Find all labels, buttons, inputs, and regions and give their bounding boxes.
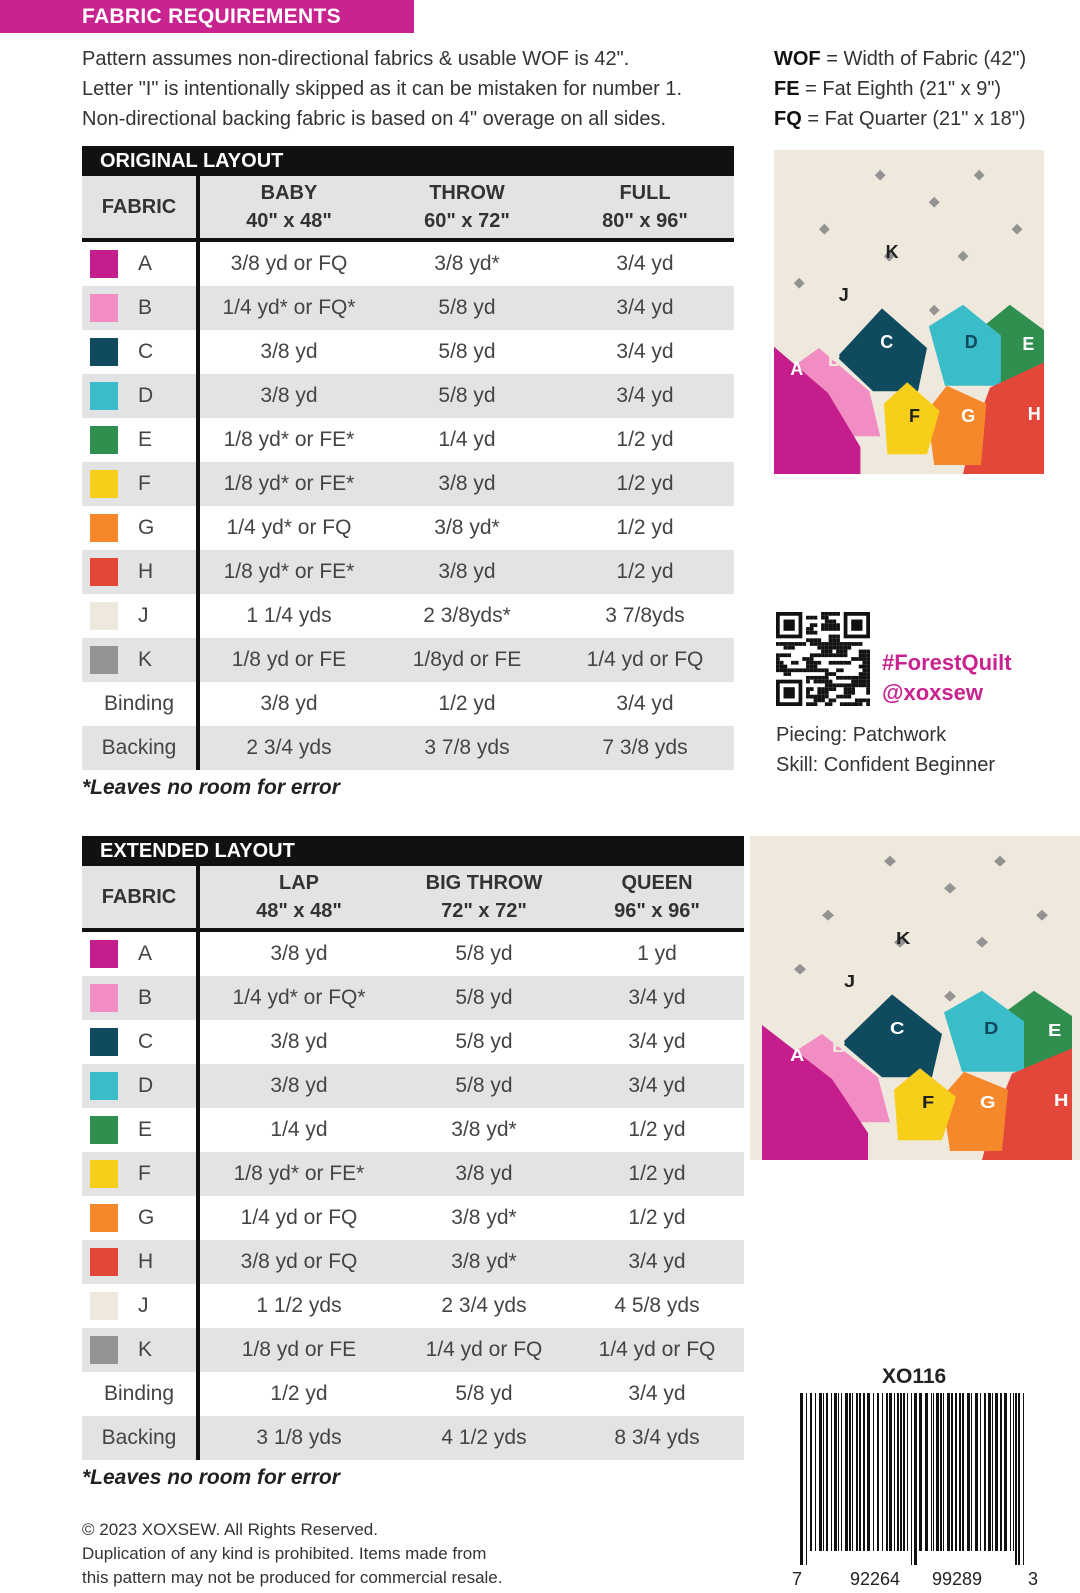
fabric-letter: K	[138, 1338, 153, 1361]
fabric-swatch	[90, 558, 118, 586]
yardage-cell: 4 5/8 yds	[614, 1294, 700, 1317]
yardage-cell: 5/8 yd	[378, 286, 556, 330]
yardage-cell: 1/8 yd* or FE*	[198, 462, 378, 506]
copyright-line: © 2023 XOXSEW. All Rights Reserved.	[82, 1520, 378, 1539]
yardage-cell: 2 3/4 yds	[441, 1294, 527, 1317]
quilt-label: A	[790, 359, 804, 379]
yardage-cell: 3/4 yd	[628, 1382, 686, 1405]
fabric-swatch	[90, 338, 118, 366]
yardage-cell: 3/8 yd*	[451, 1118, 517, 1141]
fabric-letter: E	[138, 428, 153, 451]
size-dimensions: 72" x 72"	[441, 900, 527, 922]
fabric-swatch	[90, 1336, 118, 1364]
barcode-digits: 99289	[932, 1569, 983, 1589]
table-row	[82, 930, 744, 976]
table-row	[82, 1196, 744, 1240]
quilt-label: G	[961, 405, 976, 426]
copyright-line: this pattern may not be produced for commercial resale.	[82, 1568, 503, 1587]
quilt-label: F	[909, 405, 920, 426]
pattern-info	[776, 720, 995, 780]
quilt-label: H	[1054, 1090, 1069, 1111]
fabric-letter: F	[138, 1162, 151, 1185]
yardage-cell: 3/8 yd	[270, 942, 328, 965]
fabric-swatch	[90, 602, 118, 630]
fabric-label: Backing	[101, 1426, 177, 1449]
yardage-cell: 4 1/2 yds	[398, 1416, 570, 1460]
original-layout-section	[82, 146, 734, 770]
yardage-cell: 3/8 yd	[378, 462, 556, 506]
table-row	[82, 550, 734, 594]
intro-text	[82, 44, 682, 134]
yardage-cell: 3/4 yd	[570, 1064, 744, 1108]
section-title: ORIGINAL LAYOUT	[82, 146, 734, 176]
fabric-letter: H	[138, 1250, 154, 1273]
table-row	[82, 374, 734, 418]
fabric-swatch	[90, 1204, 118, 1232]
yardage-cell: 1/4 yd* or FQ*	[198, 286, 378, 330]
yardage-cell: 1/8 yd or FE	[198, 1328, 398, 1372]
fabric-letter: D	[138, 1074, 154, 1097]
fabric-cell	[82, 1064, 198, 1108]
fabric-cell	[82, 930, 198, 976]
yardage-cell: 1/2 yd	[270, 1382, 328, 1405]
fabric-cell	[82, 286, 198, 330]
fabric-swatch	[90, 426, 118, 454]
fabric-swatch	[90, 1028, 118, 1056]
yardage-cell: 3/8 yd	[270, 1030, 328, 1053]
yardage-cell: 3/4 yd	[628, 1030, 686, 1053]
yardage-cell: 3/4 yd	[616, 252, 674, 275]
fabric-swatch	[90, 382, 118, 410]
yardage-cell: 1/4 yd or FQ	[398, 1328, 570, 1372]
size-name: BABY	[260, 182, 318, 204]
fabric-swatch	[90, 1292, 118, 1320]
yardage-cell: 1/2 yd	[616, 428, 674, 451]
yardage-cell: 3/8 yd*	[398, 1240, 570, 1284]
quilt-label: H	[1027, 404, 1041, 424]
size-column-header	[378, 176, 556, 240]
table-row	[82, 976, 744, 1020]
quilt-label: K	[896, 928, 911, 949]
size-name: THROW	[429, 182, 505, 204]
fabric-swatch	[90, 984, 118, 1012]
yardage-cell: 3/4 yd	[570, 976, 744, 1020]
fabric-cell	[82, 1372, 198, 1416]
yardage-cell: 1 yd	[637, 942, 677, 965]
table-row	[82, 1372, 744, 1416]
yardage-cell: 1/2 yd	[570, 1152, 744, 1196]
size-column-header	[198, 176, 378, 240]
table-row	[82, 682, 734, 726]
yardage-cell: 8 3/4 yds	[570, 1416, 744, 1460]
fabric-column-header: FABRIC	[82, 866, 198, 930]
fabric-label: Backing	[101, 736, 177, 759]
handle: @xoxsew	[882, 680, 983, 705]
yardage-cell: 1/2 yd	[628, 1206, 686, 1229]
fabric-letter: E	[138, 1118, 153, 1141]
table-row	[82, 1152, 744, 1196]
quilt-label: B	[828, 350, 841, 370]
yardage-cell: 1/8 yd* or FE*	[198, 1152, 398, 1196]
extended-layout-section	[82, 836, 744, 1460]
yardage-cell: 2 3/4 yds	[198, 726, 378, 770]
quilt-label: D	[964, 332, 978, 352]
yardage-cell: 5/8 yd	[455, 942, 513, 965]
size-column-header	[398, 866, 570, 930]
fabric-cell	[82, 506, 198, 550]
yardage-cell: 3/8 yd*	[434, 516, 500, 539]
quilt-label: B	[832, 1036, 847, 1057]
fabric-cell	[82, 550, 198, 594]
table-row	[82, 506, 734, 550]
fabric-swatch	[90, 940, 118, 968]
fabric-swatch	[90, 1116, 118, 1144]
fabric-letter: B	[138, 296, 153, 319]
yardage-cell: 3/4 yd	[556, 286, 734, 330]
fabric-swatch	[90, 250, 118, 278]
yardage-cell: 3/8 yd	[198, 1064, 398, 1108]
abbr-wof: WOF = Width of Fabric (42")	[774, 48, 1027, 70]
yardage-cell: 1/4 yd* or FQ*	[198, 976, 398, 1020]
size-column-header	[198, 866, 398, 930]
size-name: BIG THROW	[425, 872, 543, 894]
fabric-letter: D	[138, 384, 154, 407]
copyright-text	[82, 1518, 502, 1590]
yardage-cell: 7 3/8 yds	[556, 726, 734, 770]
table-row	[82, 418, 734, 462]
yardage-cell: 5/8 yd	[438, 340, 496, 363]
barcode-digits: 7	[792, 1569, 803, 1589]
fabric-cell	[82, 594, 198, 638]
requirements-table	[82, 866, 744, 1460]
fabric-letter: K	[138, 648, 153, 671]
fabric-swatch	[90, 514, 118, 542]
quilt-label: D	[984, 1018, 999, 1039]
fabric-swatch	[90, 470, 118, 498]
fabric-letter: J	[138, 604, 149, 627]
yardage-cell: 3/8 yd	[260, 340, 318, 363]
abbreviations	[774, 44, 1026, 134]
quilt-label: J	[838, 285, 849, 306]
intro-line: Pattern assumes non-directional fabrics & usable WOF is 42".	[82, 48, 630, 70]
hashtag: #ForestQuilt	[882, 650, 1012, 675]
table-row	[82, 726, 734, 770]
quilt-label: K	[885, 242, 899, 262]
skill-text: Skill: Confident Beginner	[776, 754, 996, 776]
fabric-cell	[82, 374, 198, 418]
fabric-letter: A	[138, 252, 153, 275]
yardage-cell: 3/8 yd	[378, 550, 556, 594]
fabric-letter: C	[138, 340, 154, 363]
fabric-letter: B	[138, 986, 153, 1009]
yardage-cell: 1/2 yd	[438, 692, 496, 715]
sku-label: XO116	[882, 1365, 947, 1388]
yardage-cell: 3/4 yd	[570, 1240, 744, 1284]
fabric-cell	[82, 1416, 198, 1460]
quilt-label: C	[880, 332, 894, 352]
yardage-cell: 5/8 yd	[398, 976, 570, 1020]
barcode-icon	[792, 1393, 1052, 1593]
yardage-cell: 3 7/8yds	[605, 604, 685, 627]
yardage-cell: 1/8 yd* or FE*	[198, 550, 378, 594]
fabric-cell	[82, 462, 198, 506]
quilt-label: F	[922, 1092, 935, 1113]
size-dimensions: 48" x 48"	[256, 900, 342, 922]
yardage-cell: 1/8 yd or FE	[198, 638, 378, 682]
yardage-cell: 1/2 yd	[556, 462, 734, 506]
yardage-cell: 1/4 yd* or FQ	[226, 516, 352, 539]
fabric-letter: H	[138, 560, 154, 583]
error-note: *Leaves no room for error	[82, 1466, 340, 1489]
table-row	[82, 1020, 744, 1064]
fabric-cell	[82, 1196, 198, 1240]
fabric-letter: A	[138, 942, 153, 965]
fabric-swatch	[90, 294, 118, 322]
abbr-fe: FE = Fat Eighth (21" x 9")	[774, 78, 1002, 100]
table-row	[82, 286, 734, 330]
fabric-cell	[82, 1020, 198, 1064]
yardage-cell: 3/4 yd	[616, 692, 674, 715]
abbr-fq: FQ = Fat Quarter (21" x 18")	[774, 108, 1026, 130]
size-dimensions: 96" x 96"	[614, 900, 700, 922]
quilt-label: E	[1022, 333, 1035, 354]
table-row	[82, 1328, 744, 1372]
yardage-cell: 5/8 yd	[378, 374, 556, 418]
fabric-cell	[82, 682, 198, 726]
yardage-cell: 3 1/8 yds	[198, 1416, 398, 1460]
fabric-cell	[82, 1328, 198, 1372]
fabric-cell	[82, 976, 198, 1020]
yardage-cell: 1/8 yd* or FE*	[223, 428, 355, 451]
fabric-letter: C	[138, 1030, 154, 1053]
size-column-header	[570, 866, 744, 930]
size-dimensions: 40" x 48"	[246, 210, 332, 232]
yardage-cell: 1 1/2 yds	[256, 1294, 342, 1317]
table-row	[82, 1416, 744, 1460]
fabric-swatch	[90, 1160, 118, 1188]
yardage-cell: 3/8 yd*	[434, 252, 500, 275]
intro-line: Letter "I" is intentionally skipped as it can be mistaken for number 1.	[82, 78, 683, 100]
fabric-cell	[82, 726, 198, 770]
fabric-letter: G	[138, 1206, 155, 1229]
table-row	[82, 594, 734, 638]
fabric-cell	[82, 418, 198, 462]
fabric-cell	[82, 638, 198, 682]
qr-code-icon	[776, 612, 870, 706]
error-note: *Leaves no room for error	[82, 776, 340, 799]
yardage-cell: 5/8 yd	[455, 1030, 513, 1053]
table-row	[82, 1240, 744, 1284]
fabric-column-header: FABRIC	[82, 176, 198, 240]
yardage-cell: 3/8 yd	[398, 1152, 570, 1196]
yardage-cell: 1/2 yd	[628, 1118, 686, 1141]
fabric-cell	[82, 240, 198, 286]
quilt-label: G	[980, 1092, 996, 1113]
fabric-cell	[82, 1108, 198, 1152]
fabric-label: Binding	[103, 692, 175, 715]
social-tags	[882, 648, 1012, 708]
table-row	[82, 240, 734, 286]
quilt-label: E	[1048, 1020, 1062, 1041]
fabric-cell	[82, 330, 198, 374]
intro-line: Non-directional backing fabric is based on 4" overage on all sides.	[82, 108, 667, 130]
barcode-digits: 3	[1028, 1569, 1039, 1589]
yardage-cell: 1/4 yd or FQ	[240, 1206, 358, 1229]
fabric-swatch	[90, 646, 118, 674]
yardage-cell: 1/4 yd	[438, 428, 496, 451]
size-name: QUEEN	[621, 872, 693, 894]
fabric-cell	[82, 1240, 198, 1284]
fabric-letter: F	[138, 472, 151, 495]
yardage-cell: 1/4 yd or FQ	[570, 1328, 744, 1372]
size-dimensions: 80" x 96"	[602, 210, 688, 232]
fabric-swatch	[90, 1072, 118, 1100]
fabric-cell	[82, 1284, 198, 1328]
yardage-cell: 3/4 yd	[616, 340, 674, 363]
yardage-cell: 1/4 yd or FQ	[556, 638, 734, 682]
piecing-text: Piecing: Patchwork	[776, 724, 947, 746]
quilt-label: C	[890, 1018, 905, 1039]
quilt-illustration-extended	[750, 836, 1080, 1160]
fabric-letter: J	[138, 1294, 149, 1317]
yardage-cell: 3/8 yd*	[451, 1206, 517, 1229]
barcode-digits: 92264	[850, 1569, 901, 1589]
yardage-cell: 5/8 yd	[455, 1382, 513, 1405]
yardage-cell: 1/8yd or FE	[378, 638, 556, 682]
copyright-line: Duplication of any kind is prohibited. Items made from	[82, 1544, 487, 1563]
fabric-letter: G	[138, 516, 155, 539]
table-row	[82, 330, 734, 374]
quilt-illustration-original	[774, 150, 1044, 474]
yardage-cell: 3 7/8 yds	[378, 726, 556, 770]
requirements-table	[82, 176, 734, 770]
size-column-header	[556, 176, 734, 240]
table-row	[82, 638, 734, 682]
table-row	[82, 1108, 744, 1152]
yardage-cell: 3/8 yd or FQ	[198, 1240, 398, 1284]
yardage-cell: 1/4 yd	[270, 1118, 328, 1141]
table-row	[82, 1284, 744, 1328]
yardage-cell: 3/8 yd	[198, 374, 378, 418]
yardage-cell: 3/8 yd or FQ	[230, 252, 348, 275]
table-row	[82, 462, 734, 506]
size-dimensions: 60" x 72"	[424, 210, 510, 232]
section-banner: FABRIC REQUIREMENTS	[0, 0, 414, 33]
yardage-cell: 1/2 yd	[616, 516, 674, 539]
fabric-label: Binding	[103, 1382, 175, 1405]
yardage-cell: 3/8 yd	[260, 692, 318, 715]
yardage-cell: 3/4 yd	[556, 374, 734, 418]
fabric-cell	[82, 1152, 198, 1196]
quilt-label: J	[844, 972, 856, 992]
yardage-cell: 5/8 yd	[398, 1064, 570, 1108]
size-name: LAP	[279, 872, 319, 894]
table-row	[82, 1064, 744, 1108]
yardage-cell: 1 1/4 yds	[246, 604, 332, 627]
section-title: EXTENDED LAYOUT	[82, 836, 744, 866]
quilt-label: A	[790, 1045, 805, 1066]
yardage-cell: 2 3/8yds*	[423, 604, 511, 627]
size-name: FULL	[619, 182, 671, 204]
fabric-swatch	[90, 1248, 118, 1276]
yardage-cell: 1/2 yd	[556, 550, 734, 594]
